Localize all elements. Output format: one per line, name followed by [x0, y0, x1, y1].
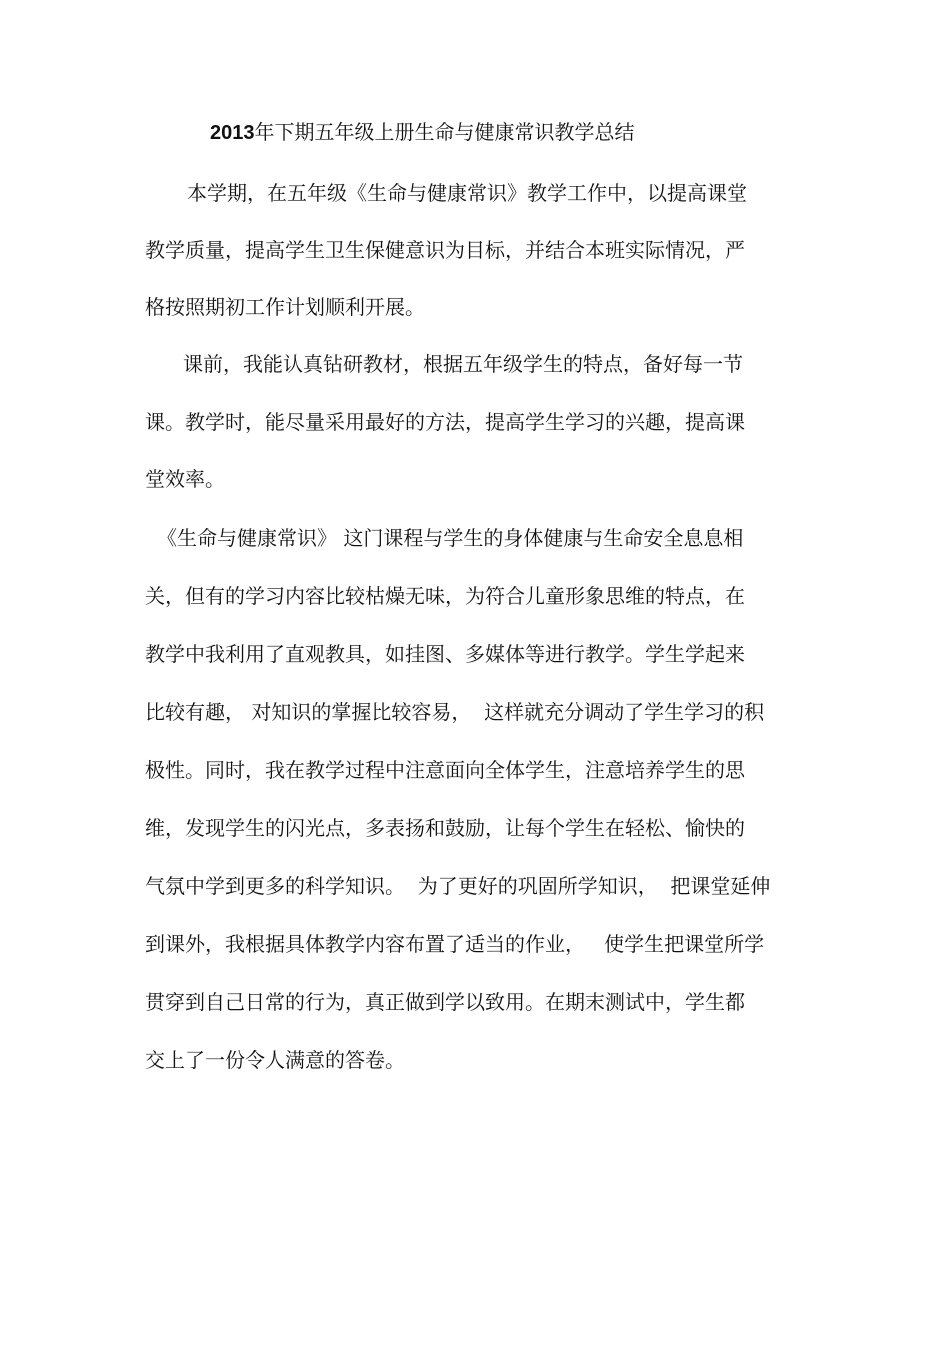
paragraph-1-line-2: 教学质量，提高学生卫生保健意识为目标，并结合本班实际情况，严 [145, 238, 745, 262]
paragraph-1-line-1: 本学期，在五年级《生命与健康常识》教学工作中，以提高课堂 [187, 181, 747, 205]
paragraph-3-line-6: 维，发现学生的闪光点，多表扬和鼓励，让每个学生在轻松、愉快的 [145, 816, 745, 840]
paragraph-3-line-3: 教学中我利用了直观教具，如挂图、多媒体等进行教学。学生学起来 [145, 642, 745, 666]
document-title [210, 119, 635, 146]
paragraph-3-line-9: 贯穿到自己日常的行为，真正做到学以致用。在期末测试中，学生都 [145, 990, 745, 1014]
paragraph-2-line-2: 课。教学时，能尽量采用最好的方法，提高学生学习的兴趣，提高课 [145, 410, 745, 434]
title-year: 2013 [210, 122, 255, 144]
paragraph-3-line-1: 《生命与健康常识》 这门课程与学生的身体健康与生命安全息息相 [157, 526, 744, 550]
paragraph-3-line-4: 比较有趣， 对知识的掌握比较容易， 这样就充分调动了学生学习的积 [145, 700, 765, 724]
paragraph-3-line-2: 关，但有的学习内容比较枯燥无味，为符合儿童形象思维的特点，在 [145, 584, 745, 608]
paragraph-2-line-3: 堂效率。 [145, 467, 225, 491]
paragraph-3-line-7: 气氛中学到更多的科学知识。 为了更好的巩固所学知识， 把课堂延伸 [145, 874, 771, 898]
title-text: 年下期五年级上册生命与健康常识教学总结 [254, 120, 635, 144]
paragraph-3-line-8: 到课外，我根据具体教学内容布置了适当的作业， 使学生把课堂所学 [145, 932, 765, 956]
paragraph-3-line-10: 交上了一份令人满意的答卷。 [145, 1048, 405, 1072]
paragraph-2-line-1: 课前，我能认真钻研教材，根据五年级学生的特点，备好每一节 [183, 352, 743, 376]
paragraph-1-line-3: 格按照期初工作计划顺利开展。 [145, 295, 425, 319]
paragraph-3-line-5: 极性。同时，我在教学过程中注意面向全体学生，注意培养学生的思 [145, 758, 745, 782]
